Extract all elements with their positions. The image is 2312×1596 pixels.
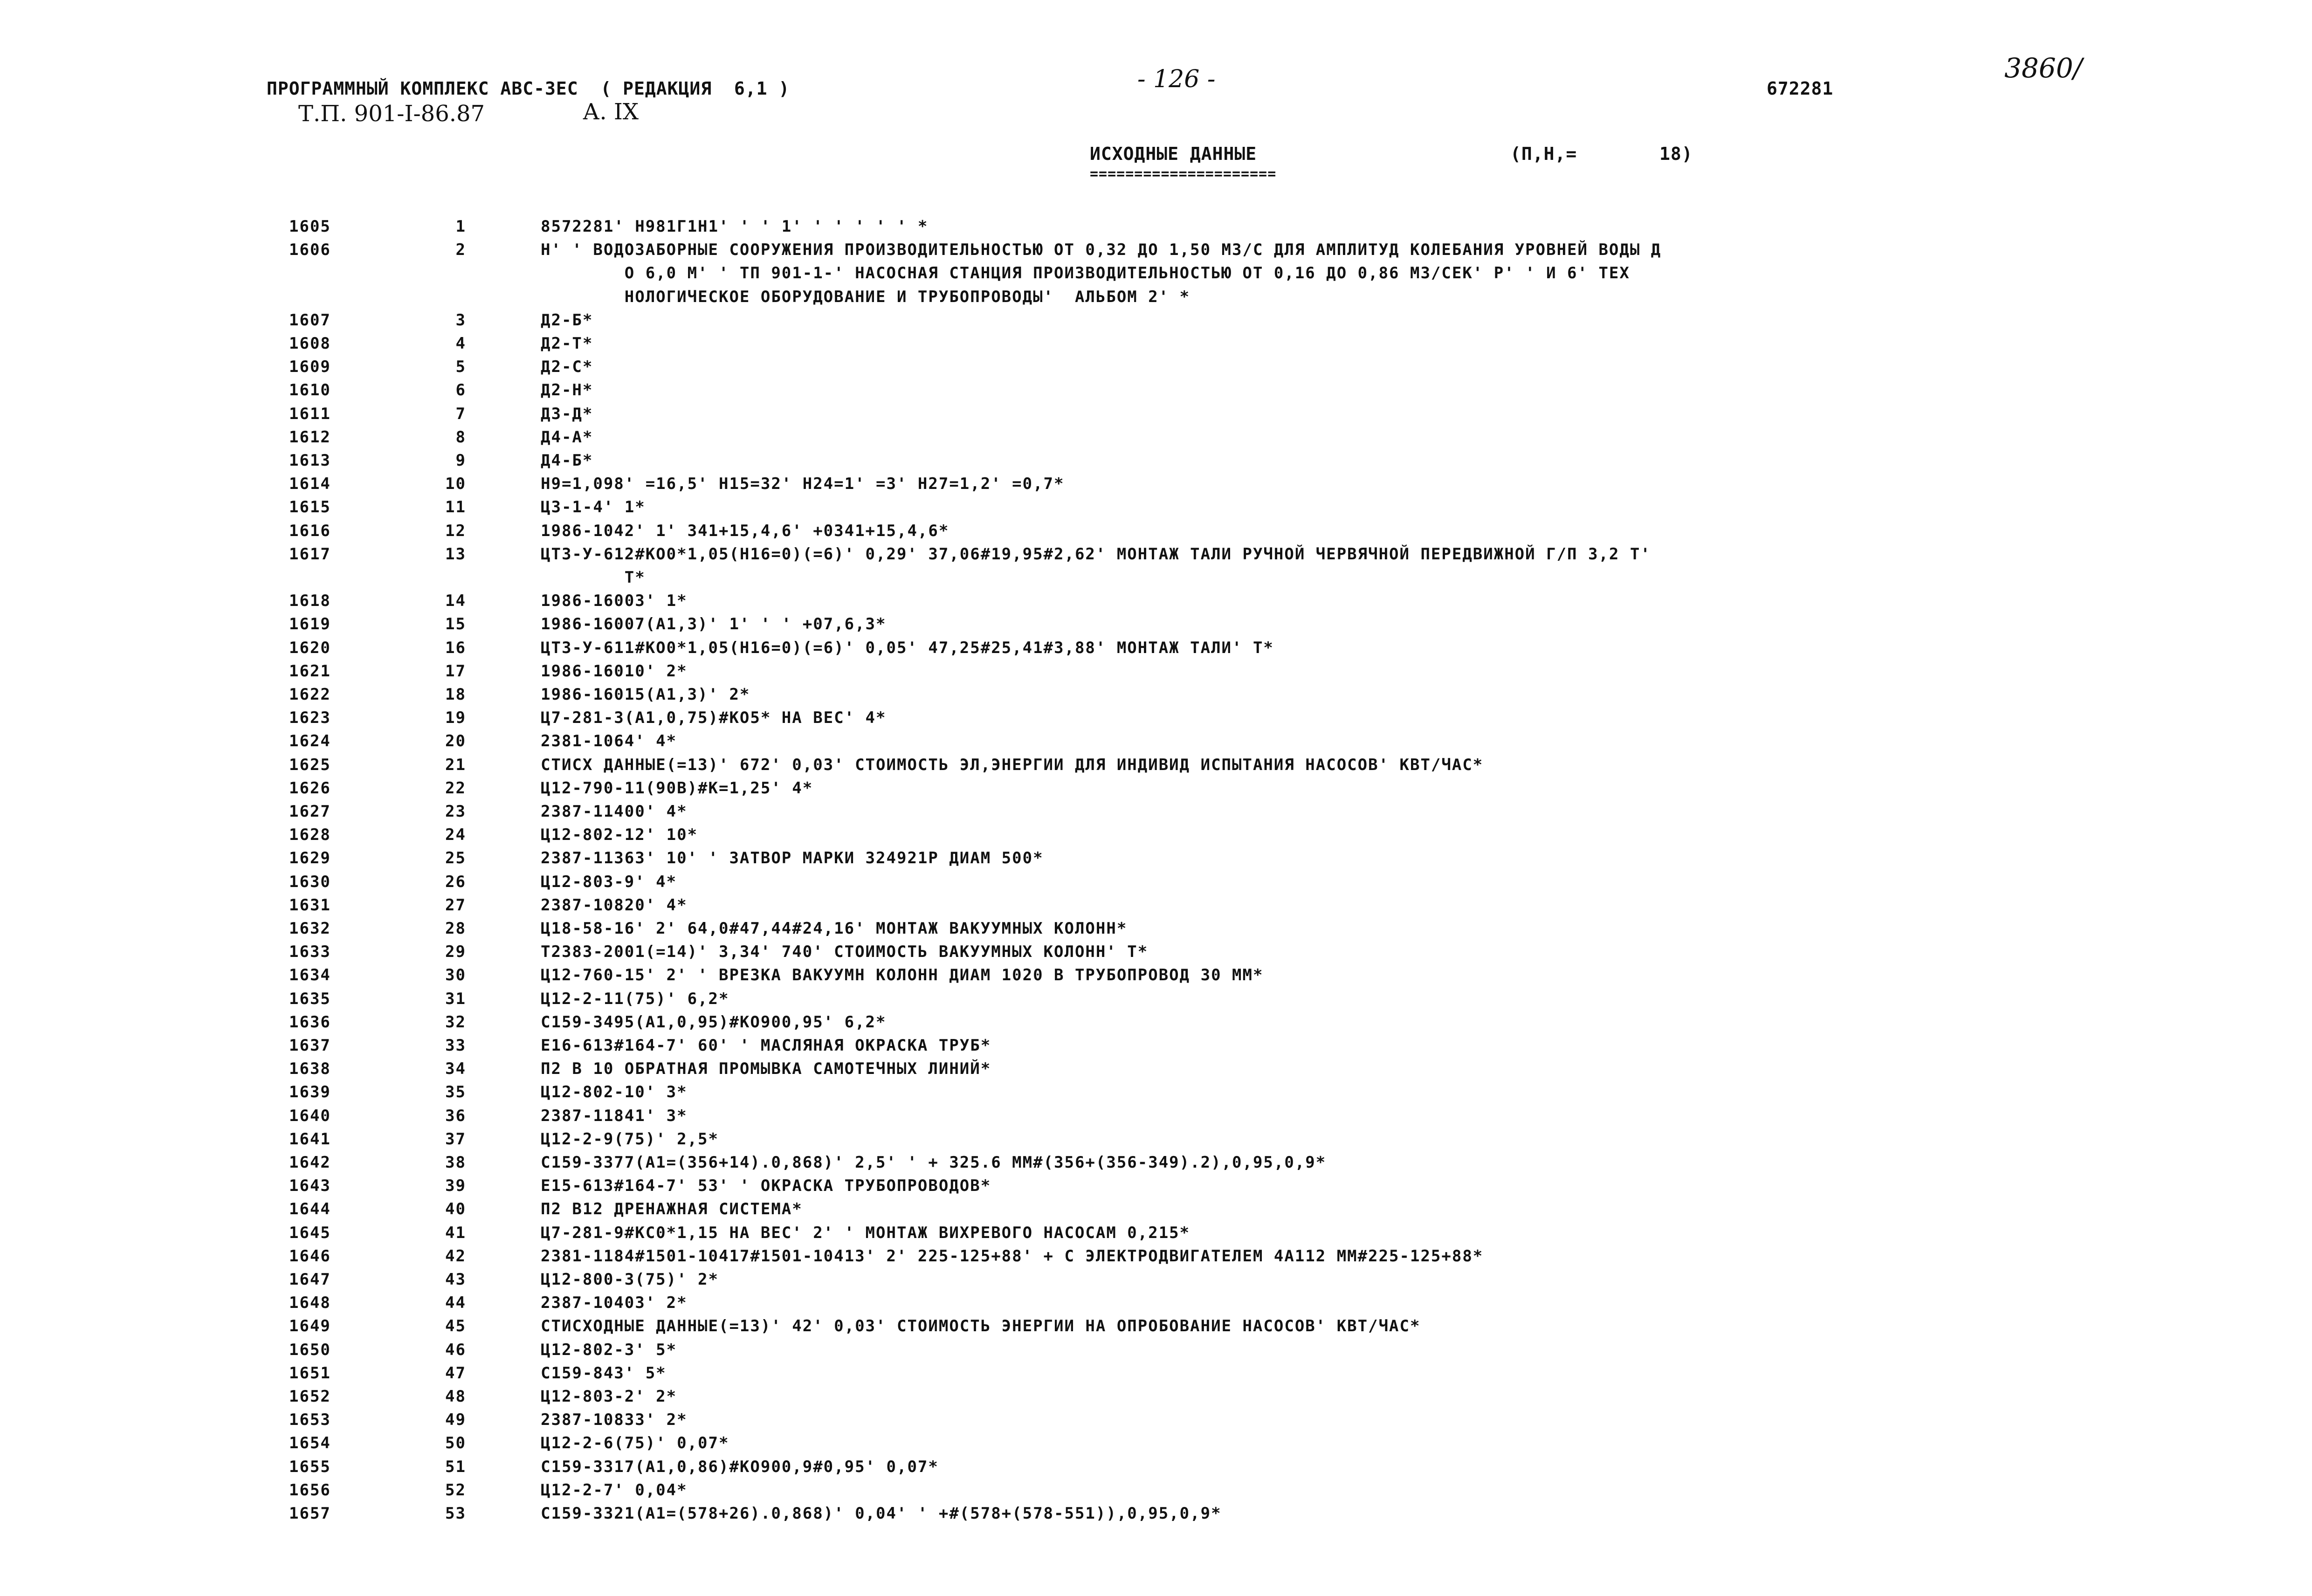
- record-text: СТИСХОДНЫЕ ДАННЫЕ(=13)' 42' 0,03' СТОИМОСТЬ ЭНЕРГИИ НА ОПРОБОВАНИЕ НАСОСОВ' КВТ/ЧАС*: [541, 1317, 1421, 1336]
- sequence-number: 52: [445, 1480, 466, 1500]
- record-text: 2387-10833' 2*: [541, 1410, 688, 1430]
- sequence-number: 17: [445, 661, 466, 681]
- line-number: 1650: [289, 1340, 331, 1359]
- record-text: Д2-Б*: [541, 310, 593, 330]
- record-text: О 6,0 М' ' ТП 901-1-' НАСОСНАЯ СТАНЦИЯ ПРОИЗВОДИТЕЛЬНОСТЬЮ ОТ 0,16 ДО 0,86 М3/СЕК' Р' ' И 6' ТЕХ: [541, 264, 1630, 283]
- sequence-number: 50: [445, 1434, 466, 1453]
- record-text: 2387-11400' 4*: [541, 802, 688, 821]
- record-text: Ц12-2-11(75)' 6,2*: [541, 989, 729, 1008]
- line-number: 1635: [289, 989, 331, 1008]
- sequence-number: 3: [455, 310, 466, 330]
- doc-id: Т.П. 901-I-86.87: [298, 101, 485, 127]
- line-number: 1639: [289, 1083, 331, 1102]
- sequence-number: 36: [445, 1106, 466, 1125]
- record-text: Ц18-58-16' 2' 64,0#47,44#24,16' МОНТАЖ ВАКУУМНЫХ КОЛОНН*: [541, 919, 1128, 938]
- record-text: Ц12-802-10' 3*: [541, 1083, 688, 1102]
- sequence-number: 49: [445, 1410, 466, 1430]
- record-text: С159-3317(А1,0,86)#КО900,9#0,95' 0,07*: [541, 1457, 939, 1476]
- sequence-number: 9: [455, 451, 466, 470]
- line-number: 1631: [289, 895, 331, 915]
- sequence-number: 53: [445, 1504, 466, 1523]
- record-text: Д4-Б*: [541, 451, 593, 470]
- record-text: 1986-16003' 1*: [541, 592, 688, 611]
- record-text: 1986-16015(А1,3)' 2*: [541, 685, 750, 704]
- sequence-number: 15: [445, 615, 466, 634]
- section-underline: =====================: [1090, 166, 1277, 182]
- sequence-number: 35: [445, 1083, 466, 1102]
- sequence-number: 34: [445, 1059, 466, 1079]
- record-text: 1986-16007(А1,3)' 1' ' ' +07,6,3*: [541, 615, 887, 634]
- line-number: 1621: [289, 661, 331, 681]
- line-number: 1615: [289, 498, 331, 517]
- line-number: 1606: [289, 241, 331, 260]
- record-text: 2387-11363' 10' ' ЗАТВОР МАРКИ 324921Р ДИАМ 500*: [541, 849, 1044, 868]
- line-number: 1617: [289, 544, 331, 564]
- record-text: С159-3495(А1,0,95)#КО900,95' 6,2*: [541, 1012, 887, 1032]
- program-header: ПРОГРАММНЫЙ КОМПЛЕКС АВС-ЗЕС ( РЕДАКЦИЯ 6,1 ): [267, 78, 790, 99]
- sequence-number: 18: [445, 685, 466, 704]
- sequence-number: 47: [445, 1363, 466, 1383]
- sequence-number: 22: [445, 778, 466, 798]
- document-code: 672281: [1767, 78, 1834, 99]
- record-text: Н9=1,098' =16,5' Н15=32' Н24=1' =3' Н27=1,2' =0,7*: [541, 475, 1065, 494]
- sequence-number: 7: [455, 404, 466, 423]
- line-number: 1622: [289, 685, 331, 704]
- line-number: 1619: [289, 615, 331, 634]
- line-number: 1646: [289, 1246, 331, 1266]
- line-number: 1636: [289, 1012, 331, 1032]
- sequence-number: 25: [445, 849, 466, 868]
- record-text: Ц12-2-7' 0,04*: [541, 1480, 688, 1500]
- line-number: 1651: [289, 1363, 331, 1383]
- record-text: Ц12-2-9(75)' 2,5*: [541, 1129, 719, 1149]
- section-param: (П,Н,=: [1510, 144, 1577, 164]
- sequence-number: 39: [445, 1176, 466, 1196]
- sequence-number: 31: [445, 989, 466, 1008]
- page-number: - 126 -: [1137, 65, 1216, 93]
- album-label: А. IX: [583, 99, 639, 125]
- sequence-number: 26: [445, 872, 466, 891]
- line-number: 1620: [289, 638, 331, 657]
- line-number: 1629: [289, 849, 331, 868]
- sequence-number: 24: [445, 826, 466, 845]
- record-text: Ц12-790-11(90В)#К=1,25' 4*: [541, 778, 813, 798]
- record-text: 2387-10820' 4*: [541, 895, 688, 915]
- line-number: 1633: [289, 942, 331, 962]
- line-number: 1616: [289, 521, 331, 540]
- sequence-number: 23: [445, 802, 466, 821]
- record-text: 1986-1042' 1' 341+15,4,6' +0341+15,4,6*: [541, 521, 950, 540]
- line-number: 1623: [289, 709, 331, 728]
- line-number: 1638: [289, 1059, 331, 1079]
- record-text: Ц7-281-3(А1,0,75)#КО5* НА ВЕС' 4*: [541, 709, 887, 728]
- record-text: Т2383-2001(=14)' 3,34' 740' СТОИМОСТЬ ВАКУУМНЫХ КОЛОНН' Т*: [541, 942, 1149, 962]
- sequence-number: 10: [445, 475, 466, 494]
- line-number: 1607: [289, 310, 331, 330]
- section-title: ИСХОДНЫЕ ДАННЫЕ: [1090, 144, 1257, 164]
- record-text: Ц12-803-2' 2*: [541, 1387, 677, 1406]
- line-number: 1652: [289, 1387, 331, 1406]
- record-text: Д2-Т*: [541, 334, 593, 353]
- sequence-number: 16: [445, 638, 466, 657]
- line-number: 1644: [289, 1200, 331, 1219]
- record-text: Ц12-803-9' 4*: [541, 872, 677, 891]
- sequence-number: 46: [445, 1340, 466, 1359]
- line-number: 1653: [289, 1410, 331, 1430]
- record-text: НОЛОГИЧЕСКОЕ ОБОРУДОВАНИЕ И ТРУБОПРОВОДЫ' АЛЬБОМ 2' *: [541, 287, 1190, 306]
- sequence-number: 43: [445, 1270, 466, 1289]
- sequence-number: 5: [455, 358, 466, 377]
- record-text: Е15-613#164-7' 53' ' ОКРАСКА ТРУБОПРОВОДОВ*: [541, 1176, 991, 1196]
- line-number: 1612: [289, 427, 331, 447]
- line-number: 1655: [289, 1457, 331, 1476]
- record-text: ЦТЗ-У-612#КО0*1,05(Н16=0)(=6)' 0,29' 37,06#19,95#2,62' МОНТАЖ ТАЛИ РУЧНОЙ ЧЕРВЯЧНОЙ ПЕРЕДВИЖНОЙ Г/П 3,2 Т': [541, 544, 1651, 564]
- record-text: 2387-11841' 3*: [541, 1106, 688, 1125]
- record-text: ЦТЗ-У-611#КО0*1,05(Н16=0)(=6)' 0,05' 47,25#25,41#3,88' МОНТАЖ ТАЛИ' Т*: [541, 638, 1274, 657]
- record-text: Ц12-802-12' 10*: [541, 826, 698, 845]
- line-number: 1642: [289, 1153, 331, 1172]
- record-text: П2 В12 ДРЕНАЖНАЯ СИСТЕМА*: [541, 1200, 803, 1219]
- record-text: СТИСХ ДАННЫЕ(=13)' 672' 0,03' СТОИМОСТЬ ЭЛ,ЭНЕРГИИ ДЛЯ ИНДИВИД ИСПЫТАНИЯ НАСОСОВ' КВТ/ЧАС*: [541, 755, 1484, 774]
- line-number: 1628: [289, 826, 331, 845]
- record-text: П2 В 10 ОБРАТНАЯ ПРОМЫВКА САМОТЕЧНЫХ ЛИНИЙ*: [541, 1059, 991, 1079]
- record-text: 1986-16010' 2*: [541, 661, 688, 681]
- sequence-number: 33: [445, 1036, 466, 1055]
- record-text: Е16-613#164-7' 60' ' МАСЛЯНАЯ ОКРАСКА ТРУБ*: [541, 1036, 991, 1055]
- record-text: Ц12-2-6(75)' 0,07*: [541, 1434, 729, 1453]
- sequence-number: 20: [445, 732, 466, 751]
- line-number: 1649: [289, 1317, 331, 1336]
- sequence-number: 13: [445, 544, 466, 564]
- sequence-number: 4: [455, 334, 466, 353]
- sequence-number: 2: [455, 241, 466, 260]
- sequence-number: 51: [445, 1457, 466, 1476]
- sequence-number: 42: [445, 1246, 466, 1266]
- sequence-number: 6: [455, 381, 466, 400]
- record-text: Ц3-1-4' 1*: [541, 498, 646, 517]
- sequence-number: 45: [445, 1317, 466, 1336]
- line-number: 1657: [289, 1504, 331, 1523]
- sequence-number: 29: [445, 942, 466, 962]
- line-number: 1626: [289, 778, 331, 798]
- sequence-number: 11: [445, 498, 466, 517]
- line-number: 1627: [289, 802, 331, 821]
- sequence-number: 32: [445, 1012, 466, 1032]
- record-text: 2381-1184#1501-10417#1501-10413' 2' 225-125+88' + С ЭЛЕКТРОДВИГАТЕЛЕМ 4А112 ММ#225-125+88*: [541, 1246, 1484, 1266]
- line-number: 1648: [289, 1293, 331, 1313]
- line-number: 1609: [289, 358, 331, 377]
- sequence-number: 38: [445, 1153, 466, 1172]
- line-number: 1618: [289, 592, 331, 611]
- record-text: Т*: [541, 568, 646, 587]
- line-number: 1647: [289, 1270, 331, 1289]
- line-number: 1645: [289, 1223, 331, 1242]
- record-text: 2381-1064' 4*: [541, 732, 677, 751]
- record-text: С159-3321(А1=(578+26).0,868)' 0,04' ' +#(578+(578-551)),0,95,0,9*: [541, 1504, 1222, 1523]
- line-number: 1624: [289, 732, 331, 751]
- record-text: Д2-Н*: [541, 381, 593, 400]
- record-text: С159-843' 5*: [541, 1363, 667, 1383]
- line-number: 1637: [289, 1036, 331, 1055]
- line-number: 1641: [289, 1129, 331, 1149]
- line-number: 1625: [289, 755, 331, 774]
- record-text: 8572281' Н981Г1Н1' ' ' 1' ' ' ' ' ' *: [541, 217, 929, 236]
- sequence-number: 28: [445, 919, 466, 938]
- record-text: Ц12-800-3(75)' 2*: [541, 1270, 719, 1289]
- line-number: 1634: [289, 966, 331, 985]
- sequence-number: 48: [445, 1387, 466, 1406]
- record-text: Ц7-281-9#КС0*1,15 НА ВЕС' 2' ' МОНТАЖ ВИХРЕВОГО НАСОСАМ 0,215*: [541, 1223, 1190, 1242]
- line-number: 1630: [289, 872, 331, 891]
- sequence-number: 44: [445, 1293, 466, 1313]
- record-text: С159-3377(А1=(356+14).0,868)' 2,5' ' + 325.6 ММ#(356+(356-349).2),0,95,0,9*: [541, 1153, 1327, 1172]
- record-text: Ц12-802-3' 5*: [541, 1340, 677, 1359]
- sequence-number: 14: [445, 592, 466, 611]
- record-text: 2387-10403' 2*: [541, 1293, 688, 1313]
- record-text: Д4-А*: [541, 427, 593, 447]
- sequence-number: 27: [445, 895, 466, 915]
- line-number: 1632: [289, 919, 331, 938]
- line-number: 1614: [289, 475, 331, 494]
- sequence-number: 37: [445, 1129, 466, 1149]
- sequence-number: 1: [455, 217, 466, 236]
- line-number: 1608: [289, 334, 331, 353]
- record-text: Д2-С*: [541, 358, 593, 377]
- sequence-number: 30: [445, 966, 466, 985]
- sequence-number: 12: [445, 521, 466, 540]
- sequence-number: 19: [445, 709, 466, 728]
- line-number: 1654: [289, 1434, 331, 1453]
- stamp-number: 3860/: [2004, 52, 2083, 84]
- line-number: 1643: [289, 1176, 331, 1196]
- sequence-number: 40: [445, 1200, 466, 1219]
- line-number: 1605: [289, 217, 331, 236]
- sequence-number: 8: [455, 427, 466, 447]
- record-text: Ц12-760-15' 2' ' ВРЕЗКА ВАКУУМН КОЛОНН ДИАМ 1020 В ТРУБОПРОВОД 30 ММ*: [541, 966, 1264, 985]
- line-number: 1640: [289, 1106, 331, 1125]
- line-number: 1656: [289, 1480, 331, 1500]
- section-param-value: 18): [1659, 144, 1693, 164]
- sequence-number: 21: [445, 755, 466, 774]
- line-number: 1611: [289, 404, 331, 423]
- record-text: Д3-Д*: [541, 404, 593, 423]
- sequence-number: 41: [445, 1223, 466, 1242]
- line-number: 1613: [289, 451, 331, 470]
- record-text: Н' ' ВОДОЗАБОРНЫЕ СООРУЖЕНИЯ ПРОИЗВОДИТЕЛЬНОСТЬЮ ОТ 0,32 ДО 1,50 М3/С ДЛЯ АМПЛИТУД КОЛЕБАНИЯ УРОВНЕЙ ВОДЫ Д: [541, 241, 1662, 260]
- line-number: 1610: [289, 381, 331, 400]
